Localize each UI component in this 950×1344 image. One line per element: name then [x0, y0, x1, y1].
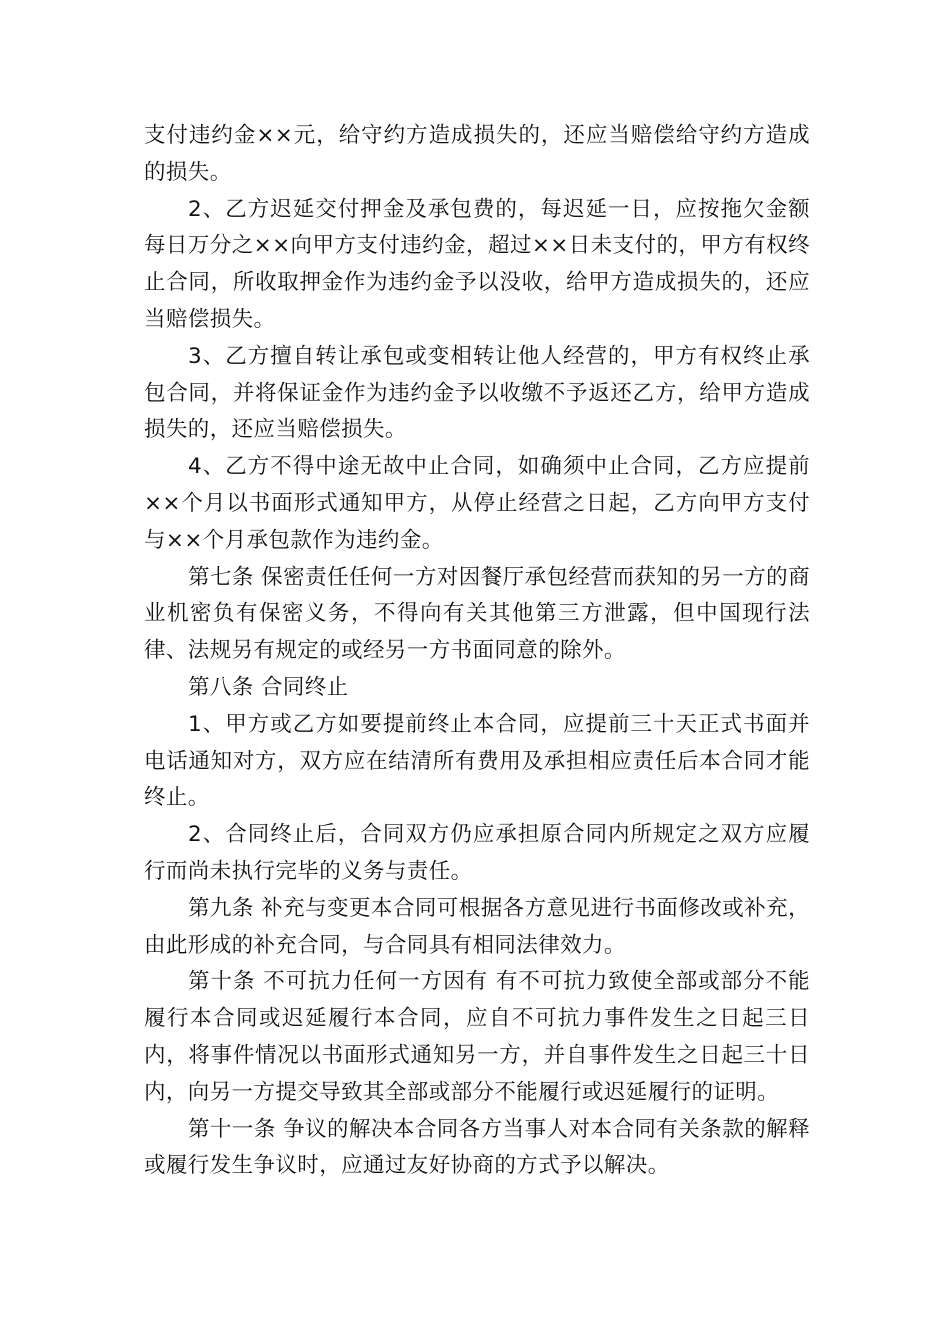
paragraph-article-10-force-majeure: 第十条 不可抗力任何一方因有 有不可抗力致使全部或部分不能履行本合同或迟延履行本合同，应自不可抗力事件发生之日起三日内，将事件情况以书面形式通知另一方，并自事件发生之日起三十日内，向另一方提交导致其全部或部分不能履行或迟延履行的证明。 — [144, 969, 810, 1105]
paragraph-article-7-confidentiality: 第七条 保密责任任何一方对因餐厅承包经营而获知的另一方的商业机密负有保密义务，不得向有关其他第三方泄露，但中国现行法律、法规另有规定的或经另一方书面同意的除外。 — [144, 564, 810, 664]
paragraph-clause-4-termination-notice: 4、乙方不得中途无故中止合同，如确须中止合同，乙方应提前××个月以书面形式通知甲方，从停止经营之日起，乙方向甲方支付与××个月承包款作为违约金。 — [144, 454, 810, 553]
paragraph-article-11-dispute: 第十一条 争议的解决本合同各方当事人对本合同有关条款的解释或履行发生争议时，应通过友好协商的方式予以解决。 — [144, 1116, 810, 1179]
paragraph-penalty-continuation: 支付违约金××元，给守约方造成损失的，还应当赔偿给守约方造成的损失。 — [144, 123, 810, 185]
paragraph-clause-3-transfer: 3、乙方擅自转让承包或变相转让他人经营的，甲方有权终止承包合同，并将保证金作为违约金予以收缴不予返还乙方，给甲方造成损失的，还应当赔偿损失。 — [144, 343, 810, 443]
document-body — [144, 118, 810, 1185]
paragraph-article-9-amendment: 第九条 补充与变更本合同可根据各方意见进行书面修改或补充，由此形成的补充合同，与合同具有相同法律效力。 — [144, 895, 810, 958]
paragraph-termination-item-1: 1、甲方或乙方如要提前终止本合同，应提前三十天正式书面并电话通知对方，双方应在结清所有费用及承担相应责任后本合同才能终止。 — [144, 711, 810, 811]
paragraph-clause-2-late-payment: 2、乙方迟延交付押金及承包费的，每迟延一日，应按拖欠金额每日万分之××向甲方支付违约金，超过××日未支付的，甲方有权终止合同，所收取押金作为违约金予以没收，给甲方造成损失的，还应当赔偿损失。 — [144, 196, 810, 332]
paragraph-termination-item-2: 2、合同终止后，合同双方仍应承担原合同内所规定之双方应履行而尚未执行完毕的义务与责任。 — [144, 822, 810, 884]
heading-article-8-termination: 第八条 合同终止 — [188, 674, 349, 700]
